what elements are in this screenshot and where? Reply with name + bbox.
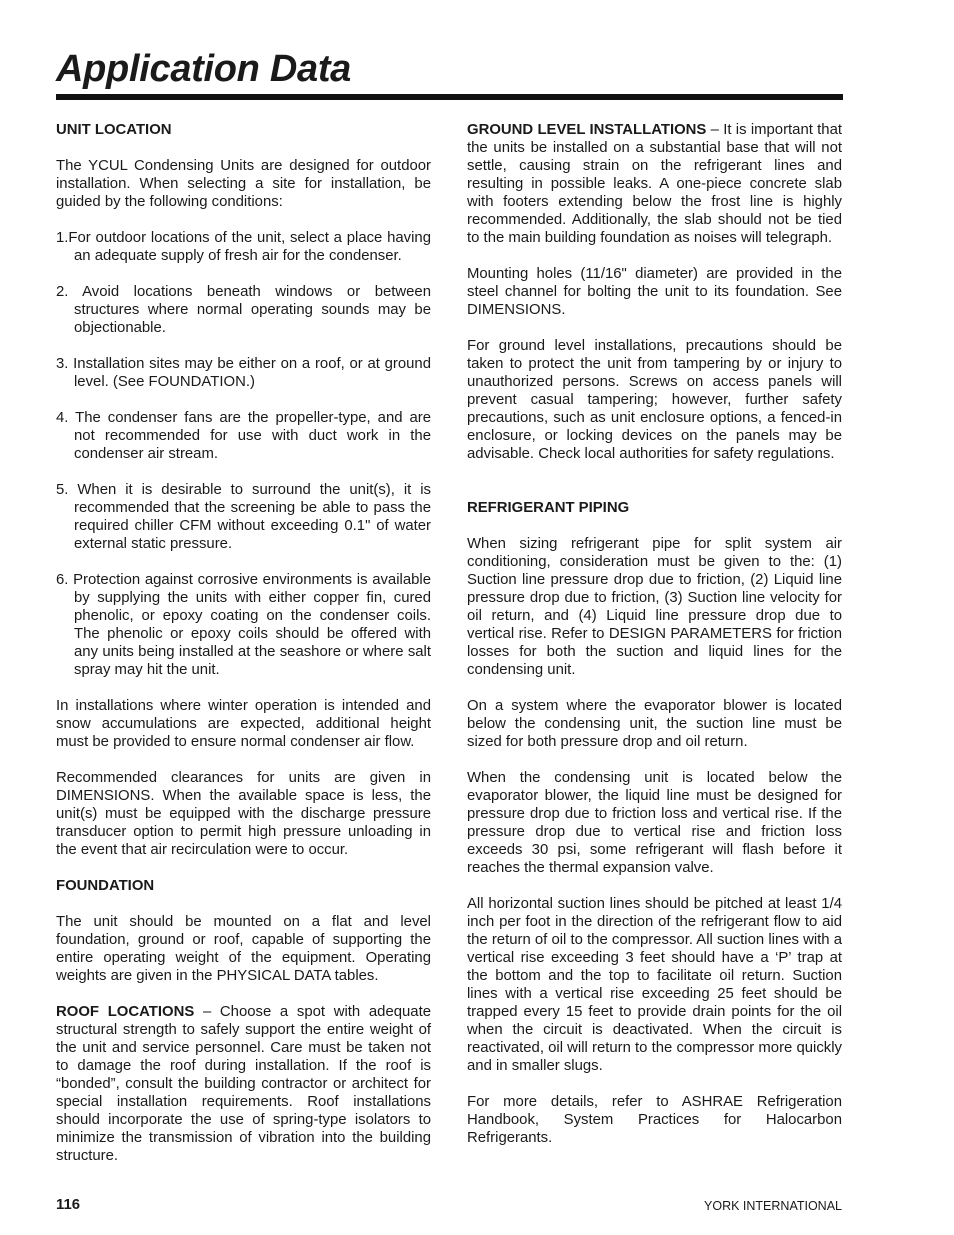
roof-locations-paragraph xyxy=(56,1003,431,1165)
refrigerant-piping-heading: REFRIGERANT PIPING xyxy=(467,500,630,516)
precautions-paragraph: For ground level installations, precautions should be taken to protect the unit from tampering by or injury to unauthorized persons. Screws on access panels will prevent casual tampering; however, further safety precautions, such as unit enclosure options, a fenced-in enclosure, or locking devices on the panels may be advisable. Check local authorities for safety regulations. xyxy=(467,338,842,462)
section-gap xyxy=(467,481,842,499)
unit-location-heading: UNIT LOCATION xyxy=(56,122,172,138)
piping-paragraph-5: For more details, refer to ASHRAE Refrigeration Handbook, System Practices for Halocarbon Refrigerants. xyxy=(467,1094,842,1146)
left-column xyxy=(56,121,431,1183)
unit-location-intro: The YCUL Condensing Units are designed for outdoor installation. When selecting a site for installation, be guided by the following conditions: xyxy=(56,158,431,210)
ground-level-text: – It is important that the units be installed on a substantial base that will not settle, causing strain on the refrigerant lines and resulting in possible leaks. A one-piece concrete slab with footers extending below the frost line is highly recommended. Additionally, the slab should not be tied to the main building foundation as noises will telegraph. xyxy=(467,122,843,246)
page-number: 116 xyxy=(56,1197,81,1213)
site-conditions-list xyxy=(56,229,431,679)
foundation-paragraph: The unit should be mounted on a flat and level foundation, ground or roof, capable of supporting the entire operating weight of the equipment. Operating weights are given in the PHYSICAL DATA tables. xyxy=(56,914,431,984)
right-column xyxy=(467,121,842,1165)
list-item: 4. The condenser fans are the propeller-type, and are not recommended for use with duct work in the condenser air stream. xyxy=(56,410,431,462)
piping-paragraph-2: On a system where the evaporator blower is located below the condensing unit, the suction line must be sized for both pressure drop and oil return. xyxy=(467,698,842,750)
list-item: 1.For outdoor locations of the unit, select a place having an adequate supply of fresh air for the condenser. xyxy=(56,230,431,264)
ground-level-paragraph xyxy=(467,121,842,247)
list-item: 6. Protection against corrosive environments is available by supplying the units with either copper fin, cured phenolic, or epoxy coating on the condenser coils. The phenolic or epoxy coils should be offered with any units being installed at the seashore or where salt spray may hit the unit. xyxy=(56,572,431,678)
roof-locations-lead: ROOF LOCATIONS xyxy=(56,1004,195,1020)
roof-locations-text: – Choose a spot with adequate structural strength to safely support the entire weight of the unit and service personnel. Care must be taken not to damage the roof during installation. If the roof is “bonded”, consult the building contractor or architect for special installation requirements. Roof installations should incorporate the use of spring-type isolators to minimize the transmission of vibration into the building structure. xyxy=(56,1004,431,1164)
clearances-paragraph: Recommended clearances for units are given in DIMENSIONS. When the available space is less, the unit(s) must be equipped with the discharge pressure transducer option to permit high pressure unloading in the event that air recirculation were to occur. xyxy=(56,770,431,858)
footer-company: YORK INTERNATIONAL xyxy=(704,1199,842,1213)
foundation-heading: FOUNDATION xyxy=(56,878,155,894)
piping-paragraph-1: When sizing refrigerant pipe for split system air conditioning, consideration must be given to the: (1) Suction line pressure drop due to friction, (2) Liquid line pressure drop due to friction, (3) Suction line velocity for oil return, and (4) Liquid line pressure drop due to vertical rise. Refer to DESIGN PARAMETERS for friction losses for both the suction and liquid lines for the condensing unit. xyxy=(467,536,842,678)
ground-level-lead: GROUND LEVEL INSTALLATIONS xyxy=(467,122,707,138)
winter-paragraph: In installations where winter operation is intended and snow accumulations are expected, additional height must be provided to ensure normal condenser air flow. xyxy=(56,698,431,750)
piping-paragraph-3: When the condensing unit is located below the evaporator blower, the liquid line must be designed for pressure drop due to friction loss and vertical rise. If the pressure drop due to vertical rise and friction loss exceeds 30 psi, some refrigerant will flash before it reaches the thermal expansion valve. xyxy=(467,770,842,876)
page-title: Application Data xyxy=(56,48,352,90)
list-item: 5. When it is desirable to surround the unit(s), it is recommended that the screening be able to pass the required chiller CFM without exceeding 0.1" of water external static pressure. xyxy=(56,482,431,552)
mounting-holes-paragraph: Mounting holes (11/16" diameter) are provided in the steel channel for bolting the unit to its foundation. See DIMENSIONS. xyxy=(467,266,842,318)
piping-paragraph-4: All horizontal suction lines should be pitched at least 1/4 inch per foot in the direction of the refrigerant flow to aid the return of oil to the compressor. All suction lines with a vertical rise exceeding 3 feet should have a ‘P’ trap at the bottom and the top to facilitate oil return. Suction lines with a vertical rise exceeding 25 feet should be trapped every 15 feet to provide drain points for the oil when the circuit is deactivated. When the circuit is reactivated, oil will return to the compressor more quickly and in smaller slugs. xyxy=(467,896,842,1074)
list-item: 3. Installation sites may be either on a roof, or at ground level. (See FOUNDATION.) xyxy=(56,356,431,390)
title-rule xyxy=(56,94,843,100)
list-item: 2. Avoid locations beneath windows or between structures where normal operating sounds may be objectionable. xyxy=(56,284,431,336)
